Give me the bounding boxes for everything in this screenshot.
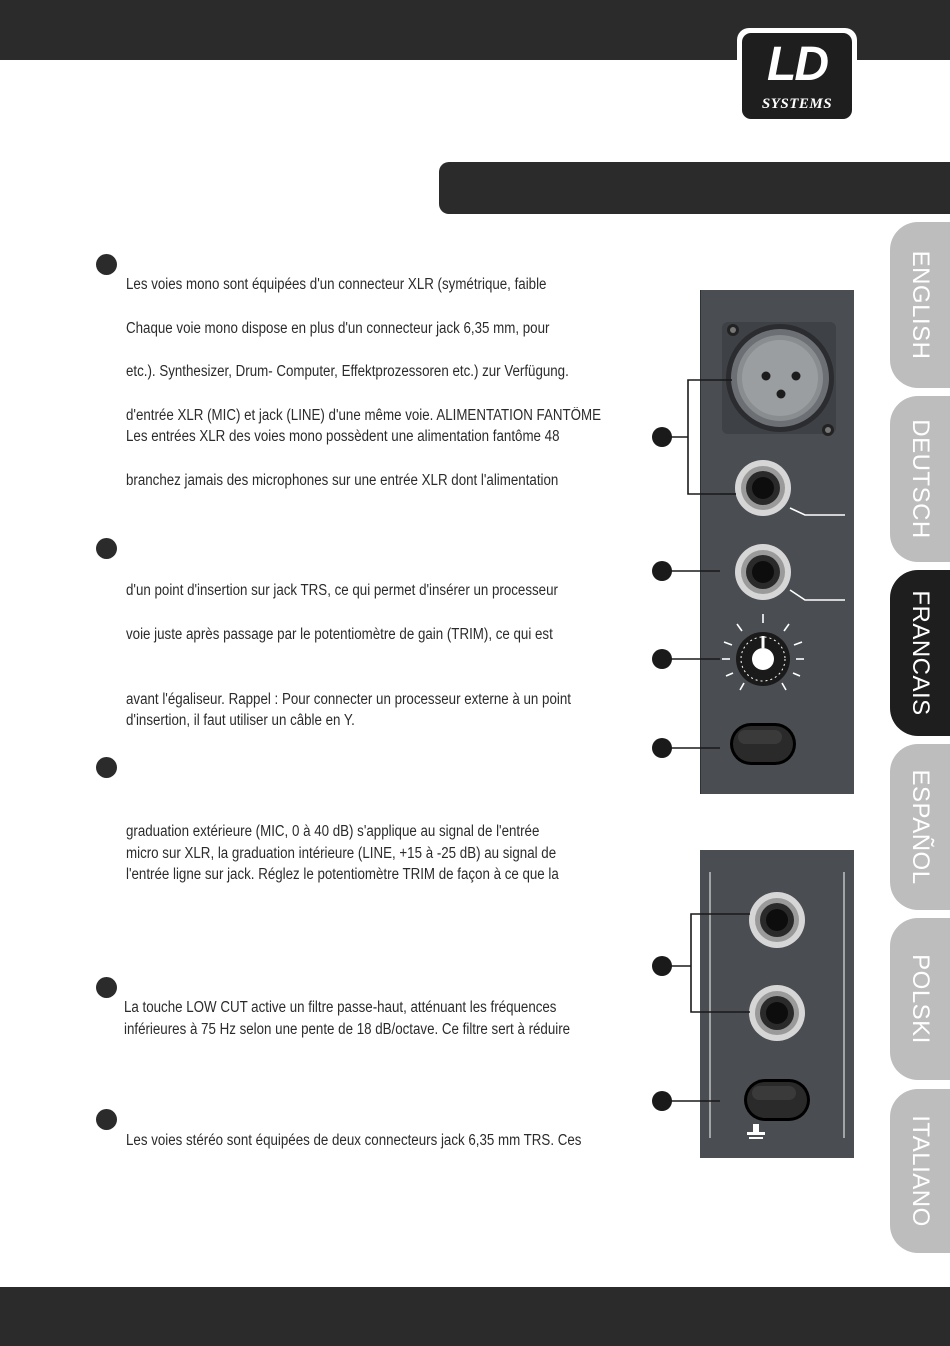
- section-2-bullet: [96, 538, 117, 559]
- section-1-bullet: [96, 254, 117, 275]
- text-line: Chaque voie mono dispose en plus d'un connecteur jack 6,35 mm, pour: [126, 320, 550, 337]
- callout-marker: [652, 956, 672, 976]
- text-line: voie juste après passage par le potentiomètre de gain (TRIM), ce qui est: [126, 626, 553, 643]
- text-line: avant l'égaliseur. Rappel : Pour connecter un processeur externe à un point: [126, 691, 571, 708]
- text-line: inférieures à 75 Hz selon une pente de 18 dB/octave. Ce filtre sert à réduire: [124, 1021, 571, 1038]
- section-4-bullet: [96, 977, 117, 998]
- logo-sub-text: SYSTEMS: [761, 96, 833, 112]
- tab-label: ITALIANO: [907, 1115, 934, 1227]
- callout-marker: [652, 738, 672, 758]
- tab-francais[interactable]: [890, 570, 950, 736]
- bottom-bar: [0, 1287, 950, 1346]
- logo-main-text: LD: [767, 38, 827, 91]
- callout-marker: [652, 427, 672, 447]
- tab-polski[interactable]: [890, 918, 950, 1080]
- tab-italiano[interactable]: [890, 1089, 950, 1253]
- text-line: graduation extérieure (MIC, 0 à 40 dB) s'applique au signal de l'entrée: [126, 823, 540, 840]
- logo-badge: [742, 33, 852, 119]
- callout-lines: [640, 370, 720, 1130]
- tab-label: ESPAÑOL: [907, 769, 934, 885]
- text-line: d'un point d'insertion sur jack TRS, ce qui permet d'insérer un processeur: [126, 582, 558, 599]
- text-line: Les entrées XLR des voies mono possèdent une alimentation fantôme 48: [126, 428, 560, 445]
- callout-marker: [652, 1091, 672, 1111]
- tab-label: FRANCAIS: [907, 590, 934, 716]
- tab-label: ENGLISH: [907, 250, 934, 360]
- ld-systems-logo: [737, 28, 857, 124]
- text-line: branchez jamais des microphones sur une entrée XLR dont l'alimentation: [126, 472, 559, 489]
- text-line: Les voies mono sont équipées d'un connecteur XLR (symétrique, faible: [126, 276, 547, 293]
- section-5-bullet: [96, 1109, 117, 1130]
- tab-espanol[interactable]: [890, 744, 950, 910]
- text-line: micro sur XLR, la graduation intérieure (LINE, +15 à -25 dB) au signal de: [126, 845, 557, 862]
- section-3-bullet: [96, 757, 117, 778]
- text-line: La touche LOW CUT active un filtre passe-haut, atténuant les fréquences: [124, 999, 557, 1016]
- callout-marker: [652, 649, 672, 669]
- tab-english[interactable]: [890, 222, 950, 388]
- text-line: Les voies stéréo sont équipées de deux connecteurs jack 6,35 mm TRS. Ces: [126, 1132, 582, 1149]
- text-line: d'entrée XLR (MIC) et jack (LINE) d'une même voie. ALIMENTATION FANTÔME: [126, 407, 601, 424]
- text-line: l'entrée ligne sur jack. Réglez le potentiomètre TRIM de façon à ce que la: [126, 866, 559, 883]
- callout-lines-extension: [720, 370, 760, 1130]
- section-title-banner: [439, 162, 950, 214]
- text-line: etc.). Synthesizer, Drum- Computer, Effektprozessoren etc.) zur Verfügung.: [126, 363, 569, 380]
- tab-label: DEUTSCH: [907, 419, 934, 539]
- tab-label: POLSKI: [907, 954, 934, 1044]
- tab-deutsch[interactable]: [890, 396, 950, 562]
- callout-marker: [652, 561, 672, 581]
- text-line: d'insertion, il faut utiliser un câble en Y.: [126, 712, 355, 729]
